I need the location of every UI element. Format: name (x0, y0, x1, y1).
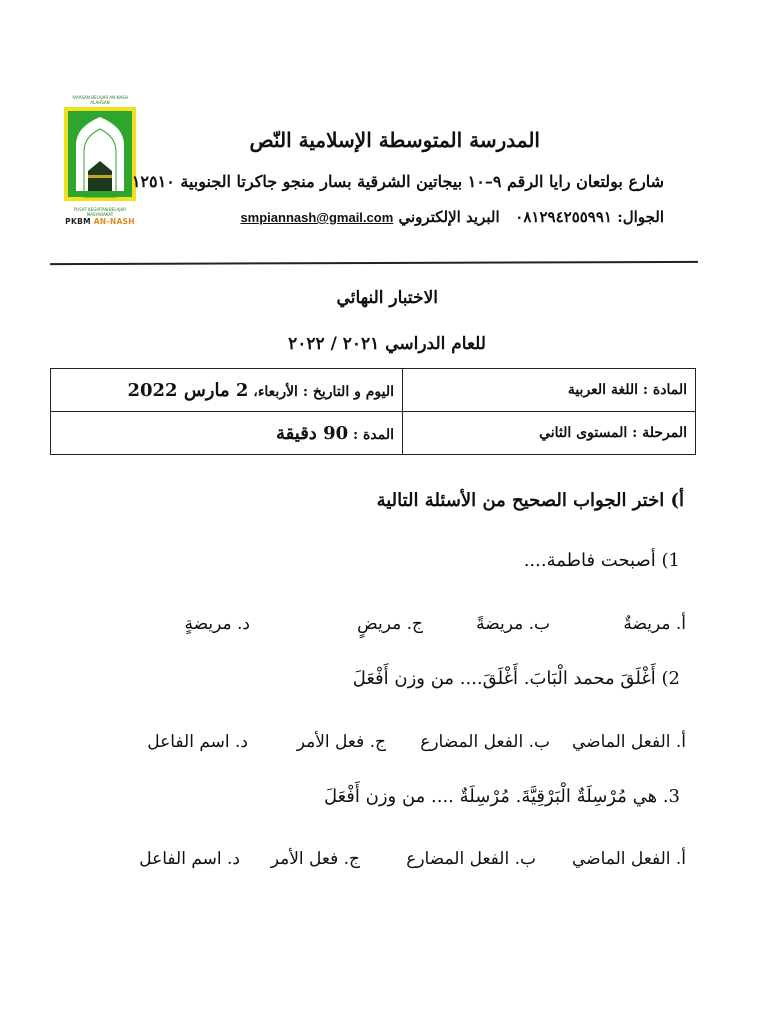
option-c[interactable]: ج. فعل الأمر (270, 849, 360, 869)
school-name: المدرسة المتوسطة الإسلامية النّص (249, 128, 540, 152)
option-d[interactable]: د. اسم الفاعل (147, 732, 248, 752)
phone-label: الجوال: (617, 208, 664, 226)
school-address: شارع بولتعان رايا الرقم ٩–١٠ بيجاتين الشرقية بسار منجو جاكرتا الجنوبية ١٢٥١٠ (131, 172, 664, 191)
table-row (51, 412, 696, 455)
option-a[interactable]: أ. الفعل الماضي (571, 849, 686, 869)
level-cell: المرحلة : المستوى الثاني (403, 412, 696, 455)
section-a-title: أ) اختر الجواب الصحيح من الأسئلة التالية (376, 490, 684, 511)
option-d[interactable]: د. مريضةٍ (184, 614, 250, 634)
question-number: 1) (661, 550, 680, 571)
option-d[interactable]: د. اسم الفاعل (139, 849, 240, 869)
question-1 (524, 550, 680, 571)
question-1-options (0, 614, 768, 644)
question-3-options (0, 849, 768, 879)
question-number: 2) (661, 668, 680, 689)
mosque-emblem-icon (62, 105, 138, 203)
question-3 (324, 786, 680, 807)
option-b[interactable]: ب. مريضةً (476, 614, 550, 634)
academic-year: للعام الدراسي ٢٠٢١ / ٢٠٢٢ (288, 334, 486, 354)
table-row (51, 369, 696, 412)
question-number: 3. (662, 786, 680, 807)
option-c[interactable]: ج. مريضٍ (357, 614, 423, 634)
option-a[interactable]: أ. الفعل الماضي (571, 732, 686, 752)
date-cell (51, 369, 403, 412)
question-text: هي مُرْسِلَةٌ الْبَرْقِيَّةَ. مُرْسِلَةٌ .... من وزن أَفْعَلَ (323, 786, 658, 807)
header-divider (50, 261, 698, 265)
question-2-options (0, 732, 768, 762)
logo-subcaption: PUSAT KEGIATAN BELAJAR MASYARAKAT (73, 207, 127, 217)
contact-line (240, 208, 664, 226)
exam-title: الاختبار النهائي (336, 288, 438, 308)
exam-info-table (50, 368, 696, 455)
subject-cell: المادة : اللغة العربية (403, 369, 696, 412)
option-b[interactable]: ب. الفعل المضارع (420, 732, 550, 752)
option-c[interactable]: ج. فعل الأمر (296, 732, 386, 752)
question-text: أصبحت فاطمة.... (523, 550, 656, 571)
school-logo (62, 95, 138, 226)
date-label: اليوم و التاريخ : الأربعاء، (248, 383, 394, 400)
logo-caption: YAYASAN BELAJAR AN-NASH ALAHSAN (72, 95, 128, 105)
email-link[interactable]: smpiannash@gmail.com (240, 210, 394, 225)
question-2 (353, 668, 680, 689)
duration-cell (51, 412, 403, 455)
duration-label: المدة : (348, 426, 394, 443)
logo-brand-annash: AN-NASH (93, 217, 135, 226)
date-value: 2 مارس 2022 (127, 379, 249, 401)
phone-number: ٠٨١٢٩٤٢٥٥٩٩١ (515, 208, 612, 226)
logo-brand-pkbm: PKBM (65, 217, 91, 226)
option-b[interactable]: ب. الفعل المضارع (406, 849, 536, 869)
duration-value: 90 دقيقة (276, 422, 349, 444)
email-label: البريد الإلكتروني (398, 208, 500, 226)
logo-brand (62, 217, 138, 226)
question-text: أَغْلَقَ محمد الْبَابَ. أَغْلَقَ.... من وزن أَفْعَلَ (352, 668, 656, 689)
option-a[interactable]: أ. مريضةٌ (623, 614, 686, 634)
